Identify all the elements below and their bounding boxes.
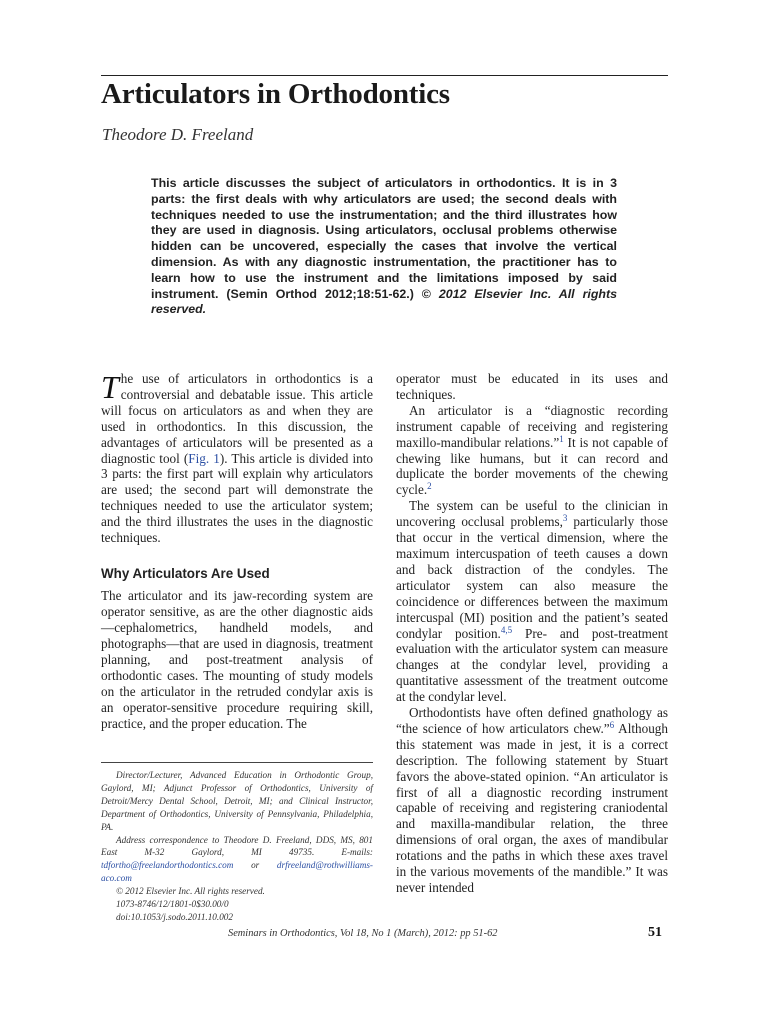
p2-text-a: An articulator is a “diagnostic recording instrument capable of receiving and registering maxillo-mandibular relations.” [396, 402, 668, 450]
section-heading: Why Articulators Are Used [101, 566, 270, 581]
right-para-4 [396, 705, 668, 896]
email-link-1[interactable]: tdfortho@freelandorthodontics.com [101, 860, 234, 871]
p3-text-b: particularly those that occur in the vertical dimension, where the maximum intercuspation of teeth causes a down and back distraction of the condyles. The articulator system can also measure the coincidence or differences between the maximum intercuspal (MI) position and the patient’s seated condylar position. [396, 514, 668, 641]
section-paragraph [101, 588, 373, 732]
footnotes [101, 769, 373, 924]
p4-text-a: Orthodontists have often defined gnathology as “the science of how articulators chew.” [396, 705, 668, 736]
article-title: Articulators in Orthodontics [101, 78, 450, 110]
right-para-1: operator must be educated in its uses and techniques. [396, 371, 668, 402]
email-link-2[interactable]: drfreeland@rothwilliams-aco.com [101, 860, 373, 884]
email-separator: or [233, 860, 277, 871]
reference-6-link[interactable]: 6 [609, 719, 615, 730]
author-name: Theodore D. Freeland [102, 125, 254, 144]
footnote-issn: 1073-8746/12/1801-0$30.00/0 [116, 899, 229, 910]
footnote-doi: doi:10.1053/j.sodo.2011.10.002 [116, 911, 233, 922]
footnote-affiliation: Director/Lecturer, Advanced Education in Orthodontic Group, Gaylord, MI; Adjunct Professor of Orthodontics, University of Detroit/Mercy Dental School, Detroit, MI; and Clinical Instructor, Department of Orthodontics, University of Pennsylvania, Philadelphia, PA. [101, 770, 373, 832]
right-column [396, 371, 668, 896]
intro-text-a: he use of articulators in orthodontics is a controversial and debatable issue. This article will focus on articulators as and when they are used in orthodontics. In this discussion, the advantages of articulators will be presented as a diagnostic tool ( [101, 371, 373, 466]
right-para-3 [396, 498, 668, 705]
figure-1-link[interactable]: Fig. 1 [188, 450, 220, 466]
drop-cap: T [101, 369, 119, 405]
p2-text-b: It is not capable of chewing like humans, but it can record and duplicate the border movements of the chewing cycle. [396, 434, 669, 498]
intro-paragraph [101, 371, 373, 546]
p3-text-a: The system can be useful to the clinician in uncovering occlusal problems, [396, 498, 668, 530]
abstract-copyright: 2012 Elsevier Inc. All rights reserved. [151, 286, 617, 317]
abstract [151, 176, 617, 318]
reference-1-link[interactable]: 1 [559, 433, 564, 444]
footnote-rule [101, 762, 373, 763]
p3-text-c: Pre- and post-treatment evaluation with the articulator system can measure changes at the condylar level, providing a quantitative assessment of the treatment outcome at the condylar level. [396, 625, 668, 705]
section-text: The articulator and its jaw-recording system are operator sensitive, as are the other diagnostic aids—cephalometrics, handheld models, and photographs—that are used in diagnosis, treatment planning, and post-treatment analysis of orthodontic cases. The mounting of study models on the articulator in the retruded condylar axis is an operator-sensitive procedure requiring skill, practice, and the proper education. The [101, 588, 373, 731]
reference-3-link[interactable]: 3 [562, 513, 568, 524]
journal-footer: Seminars in Orthodontics, Vol 18, No 1 (March), 2012: pp 51-62 [228, 928, 498, 939]
footnote-copyright: © 2012 Elsevier Inc. All rights reserved. [116, 886, 265, 897]
address-text: Address correspondence to Theodore D. Freeland, DDS, MS, 801 East M-32 Gaylord, MI 49735. E-mails: [101, 834, 373, 858]
footnote-address [101, 834, 373, 886]
abstract-text: This article discusses the subject of articulators in orthodontics. It is in 3 parts: the first deals with why articulators are used; the second deals with techniques needed to use the instrumentation; and the third illustrates how they are used in diagnosis. Using articulators, occlusal problems otherwise hidden can be uncovered, especially the cases that involve the vertical dimension. As with any diagnostic instrumentation, the practitioner has to learn how to use the instrument and the limitations imposed by said instrument. (Semin Orthod 2012;18:51-62.) © [151, 176, 617, 301]
page-number: 51 [648, 925, 662, 940]
p4-text-b: Although this statement was made in jest, it is a correct description. The following statement by Stuart favors the above-stated opinion. “An articulator is first of all a diagnostic recording instrument capable of receiving and registering craniodental and maxilla-mandibular relation, the three dimensions of oral organ, the axes of mandibular rotations and the paths in which these axes travel in the various movements of the mandible.” It was never intended [396, 720, 668, 895]
intro-text-b: ). This article is divided into 3 parts: the first part will explain why articulators are used; the second part will demonstrate the techniques needed to use the articulator system; and the third illustrates the uses in the diagnostic techniques. [101, 450, 373, 546]
reference-4-5-link[interactable]: 4,5 [500, 624, 513, 635]
right-para-2 [396, 403, 668, 498]
reference-2-link[interactable]: 2 [427, 481, 432, 492]
